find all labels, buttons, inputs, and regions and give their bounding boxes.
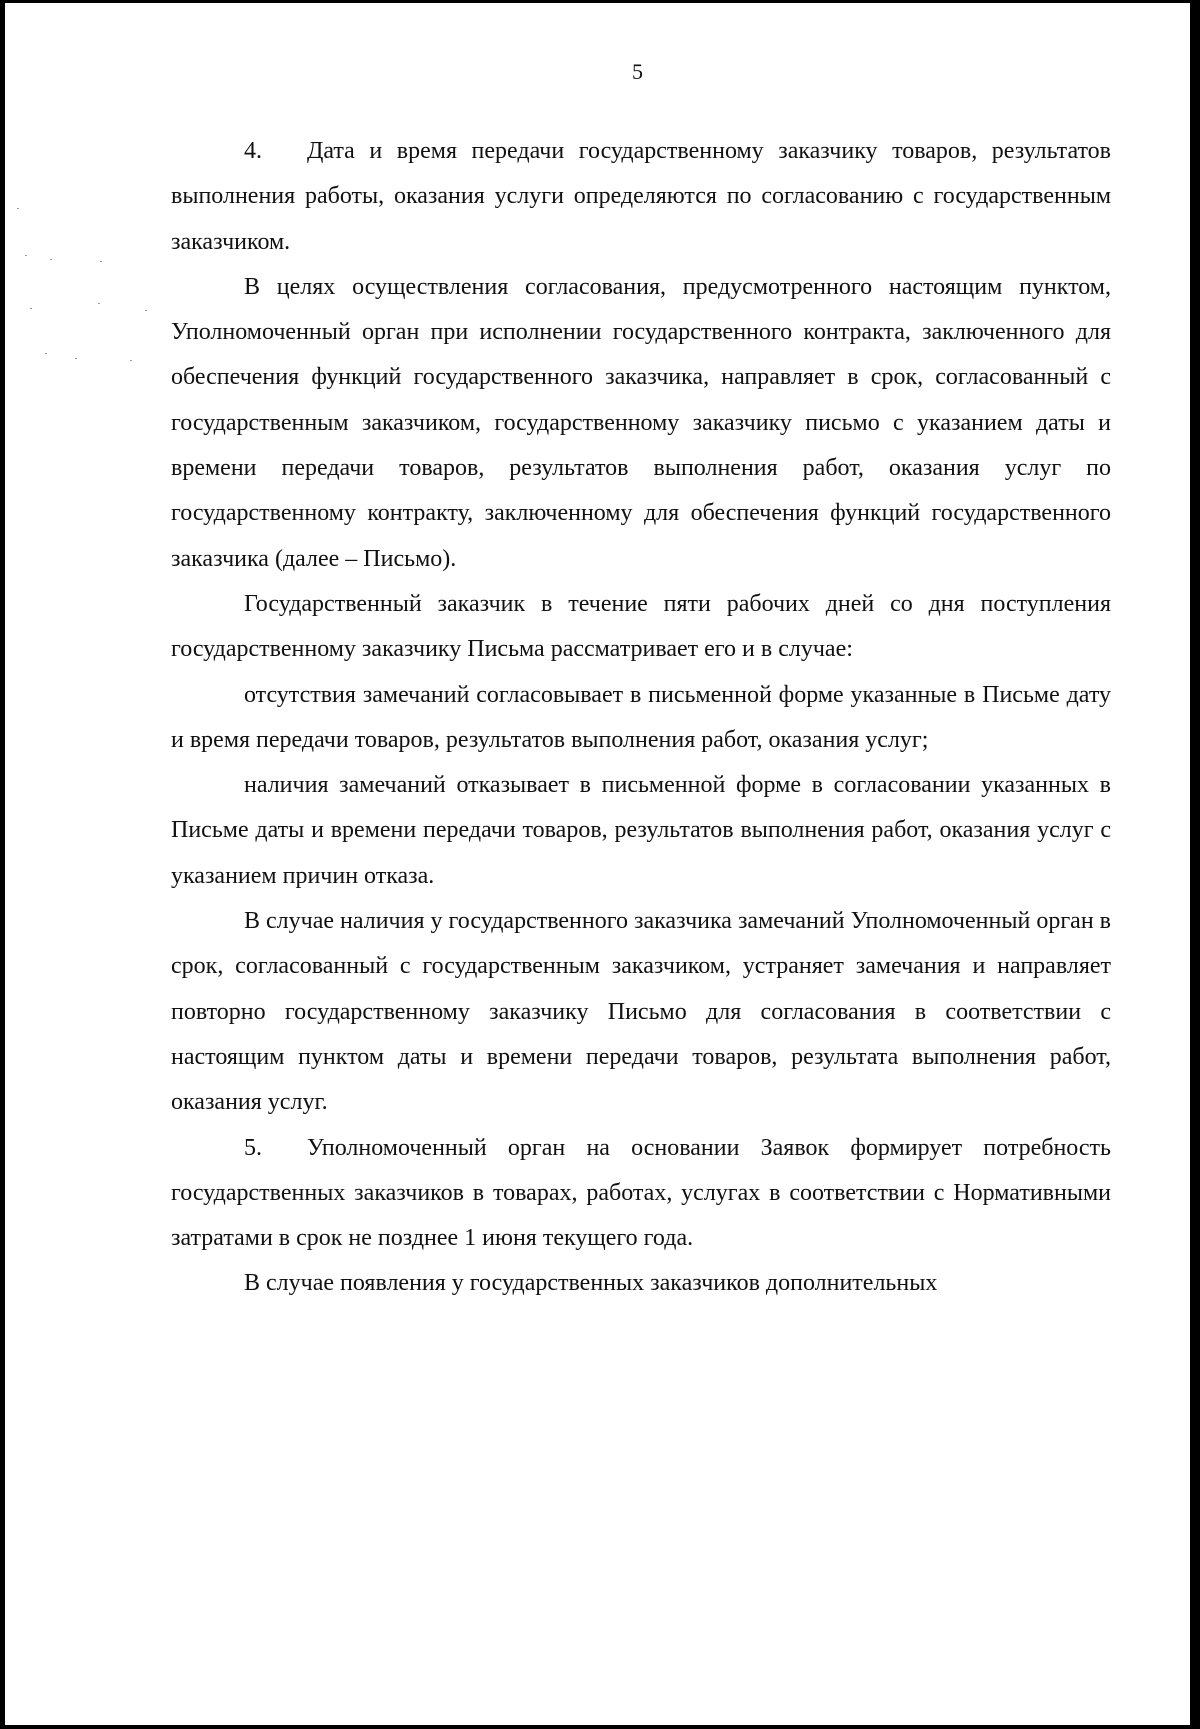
scan-speckle bbox=[30, 308, 32, 309]
scan-speckle bbox=[25, 255, 27, 256]
paragraph-text: Дата и время передачи государственному заказчику товаров, результатов выполнения работы, оказания услуги определяются по согласованию с государственным заказчиком. bbox=[171, 138, 1111, 255]
scan-speckle bbox=[145, 310, 147, 311]
scanned-page bbox=[5, 3, 1190, 1725]
paragraph-text: В целях осуществления согласования, предусмотренного настоящим пунктом, Уполномоченный орган при исполнении государственного контракта, заключенного для обеспечения функций государственного заказчика, направляет в срок, согласованный с государственным заказчиком, государственному заказчику письмо с указанием даты и времени передачи товаров, результатов выполнения работ, оказания услуг по государственному контракту, заключенному для обеспечения функций государственного заказчика (далее – Письмо). bbox=[171, 273, 1111, 572]
scan-speckle bbox=[100, 261, 102, 262]
paragraph-text: В случае появления у государственных заказчиков дополнительных bbox=[244, 1270, 938, 1297]
paragraph-with-remarks bbox=[171, 763, 1111, 899]
paragraph-number: 4. bbox=[244, 138, 262, 164]
paragraph-item-5 bbox=[171, 1126, 1111, 1262]
paragraph-text: Уполномоченный орган на основании Заявок формирует потребность государственных заказчиков в товарах, работах, услугах в соответствии с Нормативными затратами в срок не позднее 1 июня текущего года. bbox=[171, 1134, 1111, 1252]
scan-speckle bbox=[17, 208, 19, 209]
paragraph-item-4 bbox=[171, 129, 1111, 265]
paragraph-number: 5. bbox=[244, 1134, 262, 1161]
paragraph-remarks-resolution bbox=[171, 899, 1111, 1125]
paragraph-text: отсутствия замечаний согласовывает в письменной форме указанные в Письме дату и время передачи товаров, результатов выполнения работ, оказания услуг; bbox=[171, 681, 1111, 753]
page-number: 5 bbox=[632, 59, 643, 84]
document-body bbox=[171, 129, 1111, 1307]
scan-speckle bbox=[50, 259, 52, 260]
paragraph-customer-review bbox=[171, 582, 1111, 673]
paragraph-text: Государственный заказчик в течение пяти рабочих дней со дня поступления государственному заказчику Письма рассматривает его и в случае: bbox=[171, 590, 1111, 663]
paragraph-text: В случае наличия у государственного заказчика замечаний Уполномоченный орган в срок, согласованный с государственным заказчиком, устраняет замечания и направляет повторно государственному заказчику Письмо для согласования в соответствии с настоящим пунктом даты и времени передачи товаров, результата выполнения работ, оказания услуг. bbox=[171, 908, 1111, 1116]
scan-speckle bbox=[98, 303, 100, 304]
paragraph-text: наличия замечаний отказывает в письменной форме в согласовании указанных в Письме даты и времени передачи товаров, результатов выполнения работ, оказания услуг с указанием причин отказа. bbox=[171, 772, 1111, 889]
scan-speckle bbox=[75, 358, 77, 359]
paragraph-agreement-procedure bbox=[171, 265, 1111, 582]
scan-speckle bbox=[45, 353, 47, 354]
paragraph-additional-needs bbox=[171, 1261, 1111, 1306]
paragraph-no-remarks bbox=[171, 673, 1111, 764]
scan-speckle bbox=[130, 360, 132, 361]
